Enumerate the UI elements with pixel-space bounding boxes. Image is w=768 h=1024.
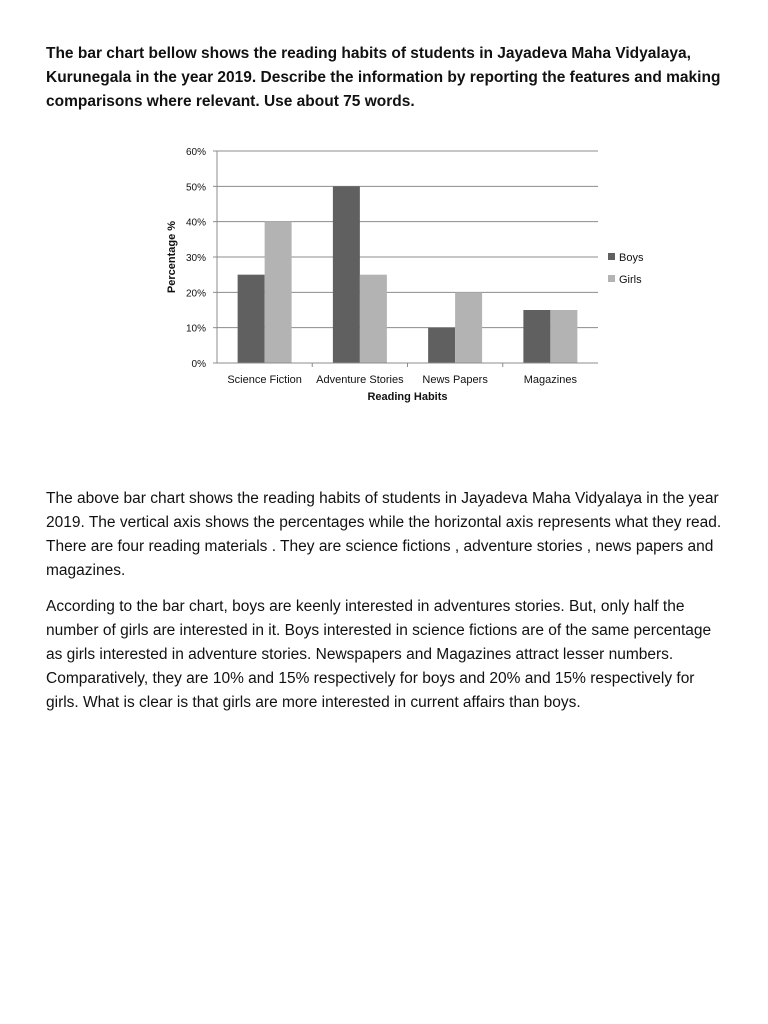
bar-girls-1 <box>360 275 387 363</box>
bar-chart <box>0 0 768 430</box>
x-axis-label: Reading Habits <box>367 391 448 403</box>
bar-girls-0 <box>265 222 292 363</box>
bar-boys-1 <box>333 186 360 363</box>
y-axis-label: Percentage % <box>166 220 178 294</box>
bar-girls-2 <box>455 292 482 363</box>
legend-label-boys: Boys <box>619 252 644 264</box>
bar-boys-2 <box>428 328 455 363</box>
chart-legend <box>608 252 644 286</box>
x-tick-label: Magazines <box>523 374 577 386</box>
x-axis-ticks <box>227 363 577 386</box>
x-tick-label: Science Fiction <box>227 374 302 386</box>
y-tick-label: 10% <box>185 323 206 335</box>
question-prompt: The bar chart bellow shows the reading habits of students in Jayadeva Maha Vidyalaya, Kurunegala in the year 2019. Describe the information by reporting the features and making comparisons where relevant. Use about 75 words. <box>46 45 721 110</box>
y-tick-label: 60% <box>185 147 206 158</box>
y-tick-label: 30% <box>185 253 206 264</box>
legend-swatch-girls <box>608 275 615 282</box>
bar-boys-3 <box>523 310 550 363</box>
paragraph-1 <box>46 487 726 583</box>
y-tick-label: 50% <box>185 182 206 194</box>
y-tick-label: 40% <box>185 217 206 229</box>
bar-boys-0 <box>238 275 265 363</box>
legend-label-girls: Girls <box>619 274 642 286</box>
chart-bars <box>238 186 578 363</box>
x-tick-label: Adventure Stories <box>316 374 404 386</box>
bar-girls-3 <box>550 310 577 363</box>
paragraph-1-text: The above bar chart shows the reading habits of students in Jayadeva Maha Vidyalaya in the year 2019. The vertical axis shows the percentages while the horizontal axis represents what they read. There are four reading materials . They are science fictions , adventure stories , news papers and magazines. <box>46 490 722 579</box>
paragraph-2 <box>46 595 726 715</box>
y-axis-ticks <box>186 147 217 370</box>
x-tick-label: News Papers <box>422 374 488 386</box>
y-tick-label: 0% <box>191 359 206 370</box>
paragraph-2-text: According to the bar chart, boys are keenly interested in adventures stories. But, only half the number of girls are interested in it. Boys interested in science fictions are of the same percentage as girls interested in adventure stories. Newspapers and Magazines attract lesser numbers. Comparatively, they are 10% and 15% respectively for boys and 20% and 15% respectively for girls. What is clear is that girls are more interested in current affairs than boys. <box>46 598 712 711</box>
y-tick-label: 20% <box>185 288 206 300</box>
legend-swatch-boys <box>608 253 615 260</box>
